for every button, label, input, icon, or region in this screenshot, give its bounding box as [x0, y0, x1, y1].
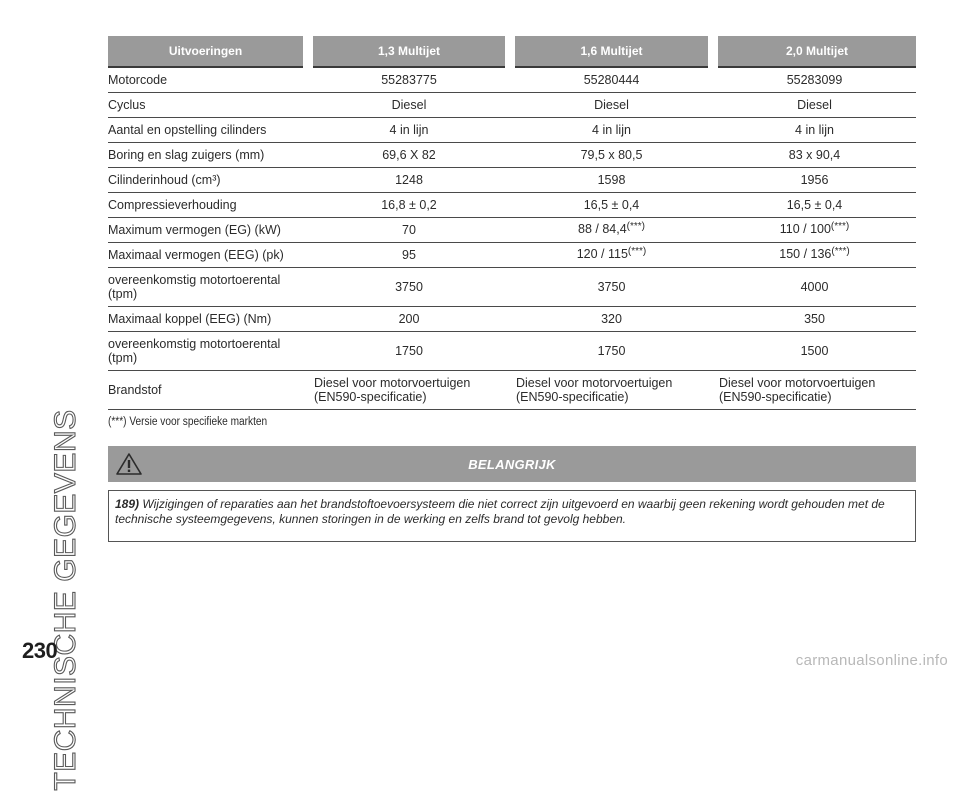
table-row — [108, 371, 916, 410]
warning-triangle-icon — [116, 452, 142, 476]
table-row — [108, 93, 916, 118]
warning-title: BELANGRIJK — [468, 456, 556, 472]
watermark: carmanualsonline.info — [795, 652, 948, 669]
row-label: Maximaal vermogen (EEG) (pk) — [108, 243, 308, 268]
table-row — [108, 168, 916, 193]
table-header-cell: 1,3 Multijet — [308, 36, 510, 67]
cell-value: 83 x 90,4 — [713, 143, 916, 168]
cell-value: 16,5 ± 0,4 — [713, 193, 916, 218]
cell-value-text: 150 / 136 — [779, 247, 832, 261]
cell-value: 55280444 — [510, 67, 713, 93]
cell-value — [510, 243, 713, 268]
cell-value: 69,6 X 82 — [308, 143, 510, 168]
cell-value: 1598 — [510, 168, 713, 193]
row-label: Maximum vermogen (EG) (kW) — [108, 218, 308, 243]
cell-value: Diesel — [308, 93, 510, 118]
footnote-marker: (***) — [627, 246, 647, 257]
cell-value: 95 — [308, 243, 510, 268]
table-row — [108, 67, 916, 93]
cell-value: 1500 — [713, 332, 916, 371]
row-label: Motorcode — [108, 67, 308, 93]
cell-value: 4 in lijn — [713, 118, 916, 143]
cell-value: Diesel voor motorvoertuigen (EN590-specificatie) — [510, 371, 713, 410]
cell-value — [713, 218, 916, 243]
footnote-marker: (***) — [831, 246, 850, 257]
row-label: overeenkomstig motortoerental (tpm) — [108, 332, 308, 371]
cell-value: 4 in lijn — [510, 118, 713, 143]
cell-value: Diesel voor motorvoertuigen (EN590-specificatie) — [308, 371, 510, 410]
table-header-cell: 2,0 Multijet — [713, 36, 916, 67]
cell-value: 4 in lijn — [308, 118, 510, 143]
table-row — [108, 193, 916, 218]
cell-value: 70 — [308, 218, 510, 243]
cell-value: 200 — [308, 307, 510, 332]
section-side-title: TECHNISCHE GEGEVENS — [49, 409, 82, 791]
row-label: Aantal en opstelling cilinders — [108, 118, 308, 143]
table-row — [108, 332, 916, 371]
cell-value — [713, 243, 916, 268]
cell-value — [510, 218, 713, 243]
cell-value: 3750 — [510, 268, 713, 307]
table-row — [108, 243, 916, 268]
cell-value: 3750 — [308, 268, 510, 307]
engine-spec-table — [108, 36, 916, 410]
row-label: Cilinderinhoud (cm³) — [108, 168, 308, 193]
cell-value: 79,5 x 80,5 — [510, 143, 713, 168]
cell-value: 16,8 ± 0,2 — [308, 193, 510, 218]
cell-value: Diesel — [713, 93, 916, 118]
footnote-marker: (***) — [830, 221, 850, 232]
row-label: Boring en slag zuigers (mm) — [108, 143, 308, 168]
cell-value: Diesel — [510, 93, 713, 118]
row-label: Maximaal koppel (EEG) (Nm) — [108, 307, 308, 332]
cell-value: 55283099 — [713, 67, 916, 93]
table-row — [108, 118, 916, 143]
table-row — [108, 307, 916, 332]
cell-value-text: 120 / 115 — [576, 247, 628, 261]
cell-value: 1750 — [510, 332, 713, 371]
row-label: Brandstof — [108, 371, 308, 410]
footnote-marker: (***) — [626, 221, 645, 232]
row-label: overeenkomstig motortoerental (tpm) — [108, 268, 308, 307]
row-label: Cyclus — [108, 93, 308, 118]
cell-value: 350 — [713, 307, 916, 332]
cell-value-text: 88 / 84,4 — [578, 222, 627, 236]
warning-header — [108, 446, 916, 482]
warning-reference: 189) — [115, 497, 140, 511]
table-row — [108, 218, 916, 243]
cell-value: 1248 — [308, 168, 510, 193]
cell-value: Diesel voor motorvoertuigen (EN590-specificatie) — [713, 371, 916, 410]
cell-value: 55283775 — [308, 67, 510, 93]
table-row — [108, 268, 916, 307]
warning-text: Wijzigingen of reparaties aan het brandstoftoevoersysteem die niet correct zijn uitgevoerd en waarbij geen rekening wordt gehouden met de technische systeemgegevens, kunnen storingen in de werking en zelfs brand tot gevolg hebben. — [115, 497, 885, 526]
table-footnote: (***) Versie voor specifieke markten — [108, 416, 268, 428]
table-header-row — [108, 36, 916, 67]
table-header-cell: 1,6 Multijet — [510, 36, 713, 67]
cell-value: 1750 — [308, 332, 510, 371]
cell-value-text: 110 / 100 — [779, 222, 831, 236]
warning-text-box — [108, 490, 916, 542]
row-label: Compressieverhouding — [108, 193, 308, 218]
cell-value: 320 — [510, 307, 713, 332]
table-row — [108, 143, 916, 168]
cell-value: 1956 — [713, 168, 916, 193]
cell-value: 16,5 ± 0,4 — [510, 193, 713, 218]
page-number: 230 — [22, 638, 58, 663]
cell-value: 4000 — [713, 268, 916, 307]
table-header-cell: Uitvoeringen — [108, 36, 308, 67]
